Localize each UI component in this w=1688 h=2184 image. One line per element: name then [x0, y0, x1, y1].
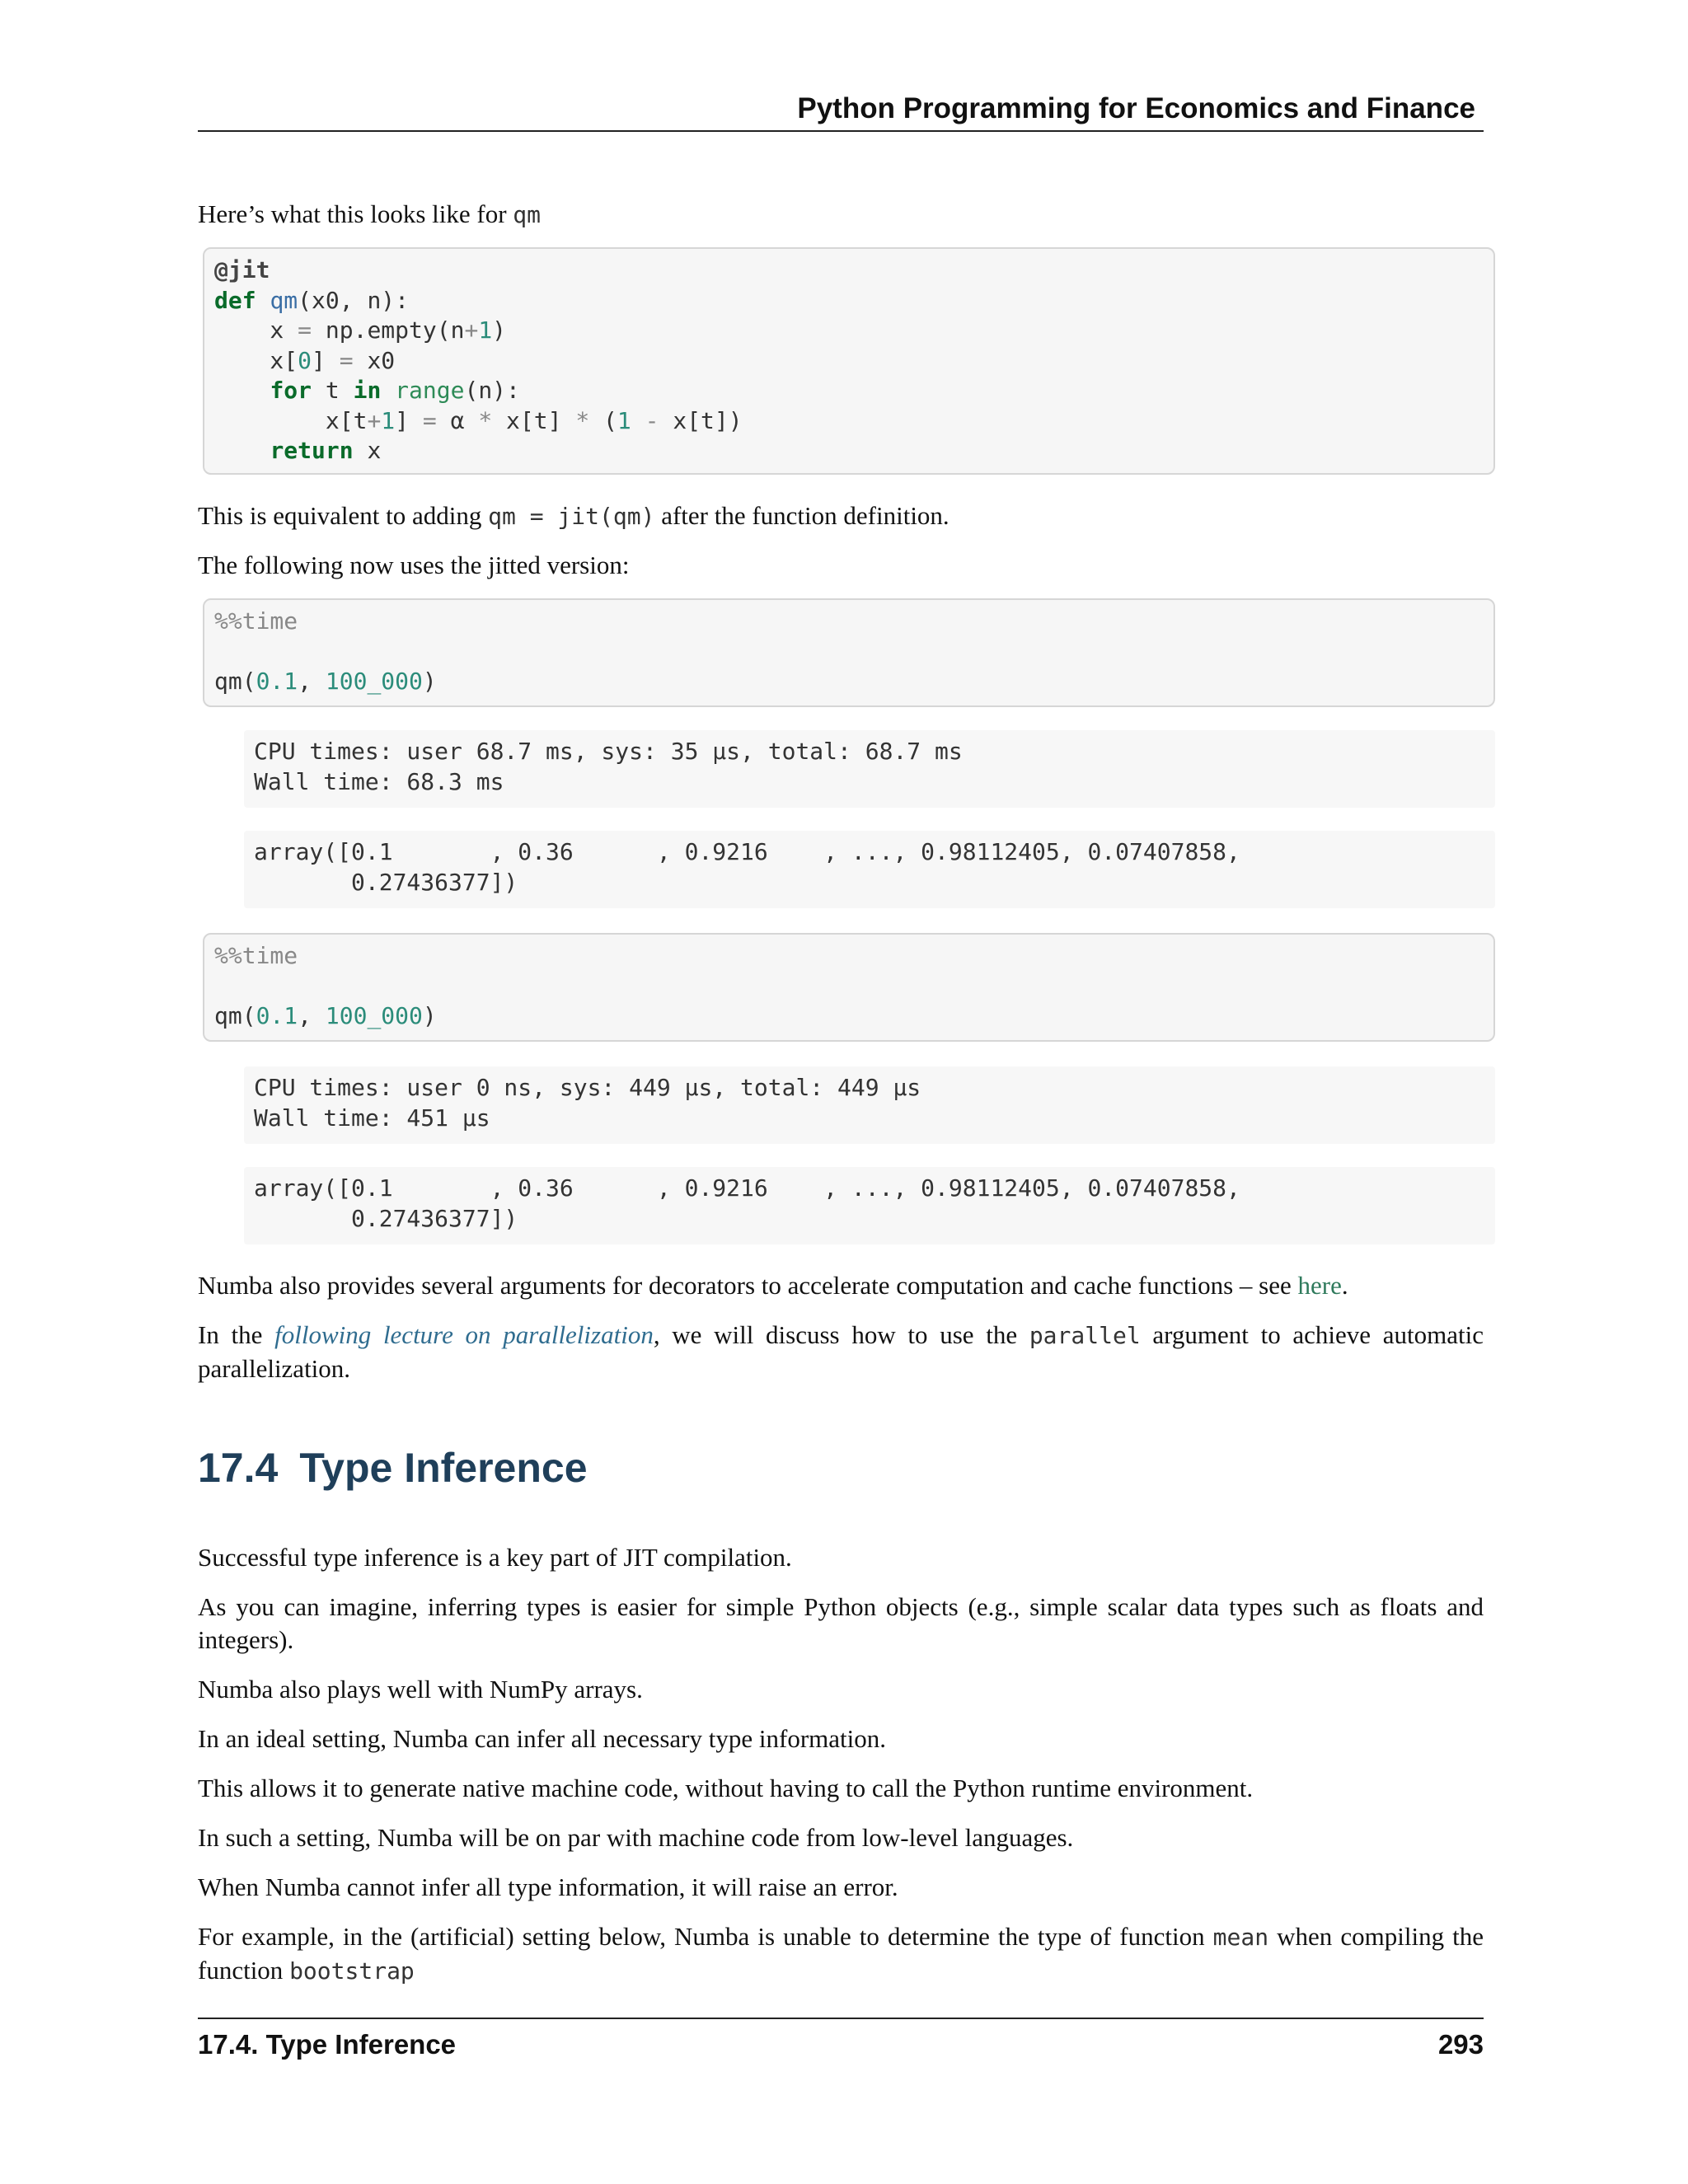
page-number: 293 — [1437, 2029, 1484, 2060]
section-title: Type Inference — [299, 1445, 588, 1491]
output-line: CPU times: user 68.7 ms, sys: 35 µs, total: 68.7 ms — [254, 738, 963, 765]
output-array-1 — [244, 831, 1495, 908]
code-text: x[ — [214, 346, 298, 374]
operator: = — [339, 346, 354, 374]
output-array-2 — [244, 1167, 1495, 1244]
output-line: array([0.1 , 0.36 , 0.9216 , ..., 0.98112405, 0.07407858, — [254, 1174, 1240, 1202]
here-link[interactable]: here — [1297, 1271, 1342, 1300]
code-text: (x0, n): — [298, 286, 410, 314]
section-number: 17.4 — [198, 1445, 279, 1491]
text: when compiling the function — [198, 1922, 1484, 1985]
operator: * — [478, 406, 493, 434]
parallelization-lecture-link[interactable]: following lecture on parallelization — [274, 1320, 654, 1349]
example-paragraph — [198, 1920, 1484, 1988]
inline-code: mean — [1212, 1924, 1269, 1951]
inline-code: parallel — [1029, 1322, 1141, 1349]
output-line: array([0.1 , 0.36 , 0.9216 , ..., 0.98112405, 0.07407858, — [254, 838, 1240, 865]
code-line — [214, 941, 1484, 972]
section-heading — [198, 1444, 588, 1492]
output-line: 0.27436377]) — [254, 1204, 518, 1232]
operator: * — [575, 406, 590, 434]
code-text: x[t — [214, 406, 368, 434]
code-block-qm-jit — [203, 247, 1495, 475]
decorator: @jit — [214, 256, 270, 284]
code-line — [214, 436, 1484, 466]
text: In the — [198, 1320, 275, 1349]
keyword: for — [270, 377, 312, 404]
number-literal: 100_000 — [325, 668, 423, 695]
operator: = — [298, 316, 326, 344]
code-text: x[t] — [492, 406, 576, 434]
paragraph: In such a setting, Numba will be on par with machine code from low-level languages. — [198, 1823, 1074, 1852]
paragraph: When Numba cannot infer all type information, it will raise an error. — [198, 1872, 898, 1901]
output-line: Wall time: 68.3 ms — [254, 767, 504, 795]
paragraph: As you can imagine, inferring types is easier for simple Python objects (e.g., simple scalar data types such as floats and integers). — [198, 1592, 1484, 1654]
code-line — [214, 406, 1484, 437]
number-literal: 0.1 — [256, 1002, 298, 1029]
code-text: ] — [395, 406, 423, 434]
equivalence-paragraph — [198, 499, 1484, 533]
running-header — [198, 92, 1484, 132]
operator: = — [422, 406, 437, 434]
code-text: (n): — [464, 377, 520, 404]
code-text: x — [353, 437, 382, 464]
code-text: ] — [312, 346, 340, 374]
code-line — [214, 255, 1484, 286]
output-line: 0.27436377]) — [254, 868, 518, 896]
book-title: Python Programming for Economics and Finance — [797, 92, 1475, 124]
numba-arguments-paragraph — [198, 1269, 1484, 1302]
code-line — [214, 286, 1484, 316]
following-paragraph — [198, 549, 1484, 582]
text: after the function definition. — [654, 501, 950, 530]
output-line: Wall time: 451 µs — [254, 1104, 490, 1132]
text: . — [1341, 1271, 1348, 1300]
text: For example, in the (artificial) setting below, Numba is unable to determine the type of function — [198, 1922, 1213, 1951]
code-cell-time-2 — [203, 933, 1495, 1042]
paragraph: Numba also plays well with NumPy arrays. — [198, 1675, 643, 1704]
keyword: def — [214, 286, 256, 314]
number-literal: 1 — [381, 406, 396, 434]
code-line — [214, 667, 1484, 697]
text: This is equivalent to adding — [198, 501, 489, 530]
number-literal: 100_000 — [325, 1002, 423, 1029]
paragraph: This allows it to generate native machine code, without having to call the Python runtime environment. — [198, 1774, 1254, 1802]
code-text: x0 — [353, 346, 396, 374]
code-line — [214, 1001, 1484, 1032]
code-text: , — [298, 1002, 326, 1029]
code-text — [214, 377, 270, 404]
code-text: , — [298, 668, 326, 695]
number-literal: 1 — [478, 316, 493, 344]
inline-code: qm = jit(qm) — [488, 503, 655, 530]
code-line — [214, 376, 1484, 406]
output-line: CPU times: user 0 ns, sys: 449 µs, total: 449 µs — [254, 1074, 921, 1101]
running-footer — [198, 2018, 1484, 2059]
blank-line — [214, 972, 1484, 1002]
text: argument to achieve automatic parallelization. — [198, 1320, 1484, 1383]
parallelization-paragraph — [198, 1319, 1484, 1385]
code-cell-time-1 — [203, 598, 1495, 707]
inline-code: qm — [513, 201, 541, 228]
code-line — [214, 346, 1484, 377]
code-text: α — [436, 406, 479, 434]
code-text: qm( — [214, 1002, 256, 1029]
footer-section: 17.4. Type Inference — [198, 2029, 457, 2060]
text: Numba also provides several arguments for decorators to accelerate computation and cache functions – see — [198, 1271, 1298, 1300]
code-text — [214, 437, 270, 464]
text: The following now uses the jitted version: — [198, 551, 630, 579]
blank-line — [214, 637, 1484, 668]
code-text: ) — [422, 668, 437, 695]
keyword: in — [353, 377, 382, 404]
intro-text: Here’s what this looks like for — [198, 199, 513, 228]
code-text — [381, 377, 395, 404]
operator: - — [631, 406, 659, 434]
code-line — [214, 316, 1484, 346]
code-text: x — [214, 316, 298, 344]
intro-paragraph — [198, 198, 1484, 232]
number-literal: 0.1 — [256, 668, 298, 695]
paragraph: Successful type inference is a key part of JIT compilation. — [198, 1543, 792, 1572]
code-text: t — [312, 377, 354, 404]
operator: + — [367, 406, 382, 434]
number-literal: 1 — [617, 406, 631, 434]
inline-code: bootstrap — [289, 1957, 415, 1985]
output-timing-1 — [244, 730, 1495, 808]
magic-command: %%time — [214, 942, 298, 969]
function-name: qm — [270, 286, 298, 314]
output-timing-2 — [244, 1066, 1495, 1144]
code-text: qm( — [214, 668, 256, 695]
code-text: np.empty(n — [325, 316, 465, 344]
operator: + — [464, 316, 479, 344]
code-line — [214, 607, 1484, 637]
keyword: return — [270, 437, 354, 464]
code-text: ) — [492, 316, 507, 344]
magic-command: %%time — [214, 607, 298, 635]
number-literal: 0 — [298, 346, 312, 374]
code-text: x[t]) — [659, 406, 743, 434]
code-text: ) — [422, 1002, 437, 1029]
code-text: ( — [589, 406, 617, 434]
builtin: range — [395, 377, 465, 404]
text: , we will discuss how to use the — [653, 1320, 1029, 1349]
paragraph: In an ideal setting, Numba can infer all necessary type information. — [198, 1724, 886, 1753]
